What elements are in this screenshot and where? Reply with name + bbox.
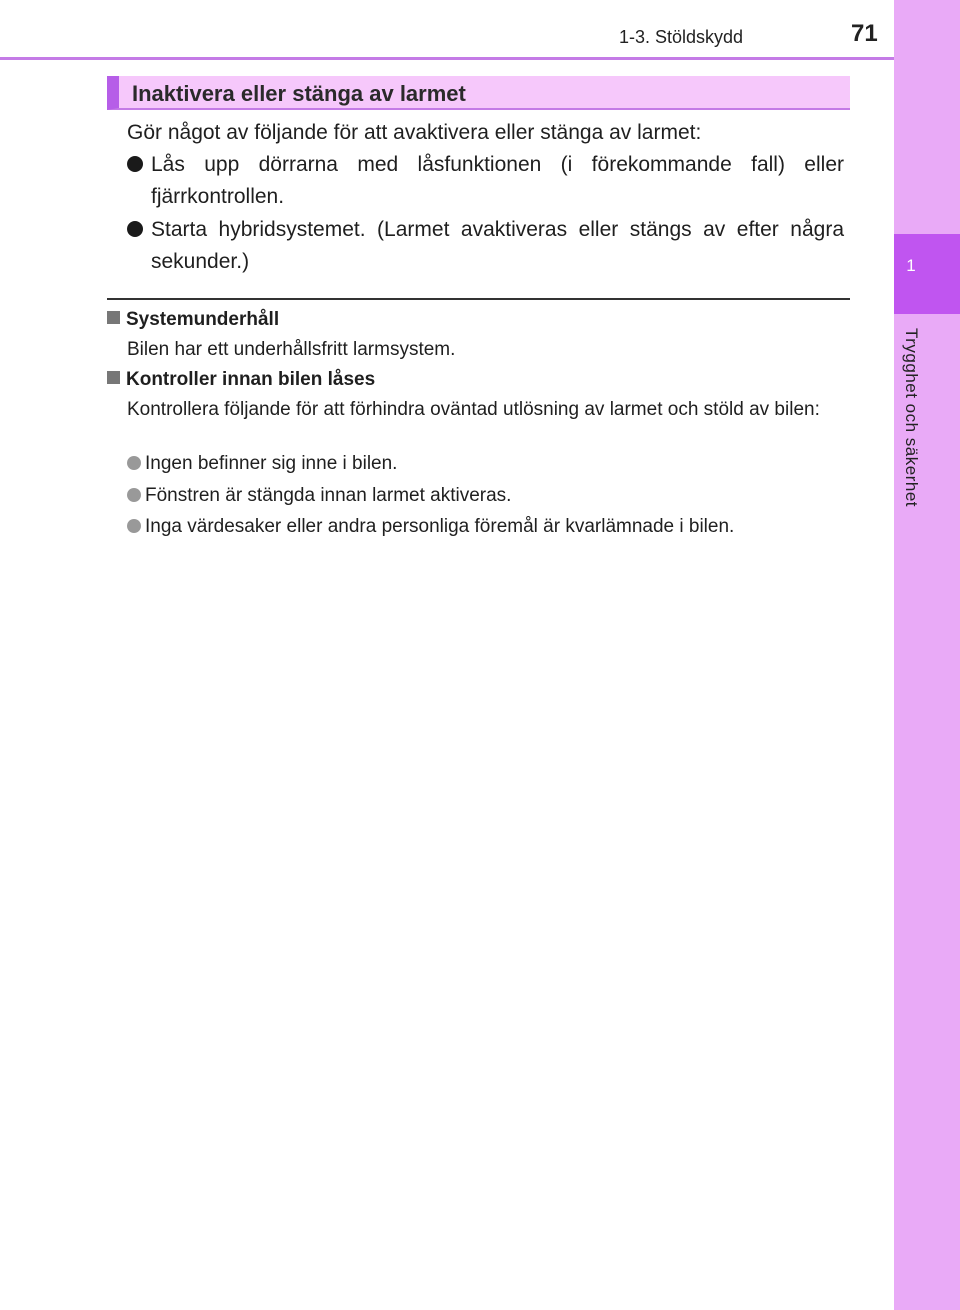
bullet-icon	[127, 221, 143, 237]
note-text: Kontrollera följande för att förhindra oväntad utlösning av larmet och stöld av bilen:	[127, 399, 820, 420]
square-bullet-icon	[107, 371, 120, 384]
check-item-text: Ingen befinner sig inne i bilen.	[145, 453, 398, 474]
page-number: 71	[851, 20, 878, 47]
instruction-text: Lås upp dörrarna med låsfunktionen (i förekommande fall) eller fjärrkontrollen.	[151, 153, 844, 208]
check-item	[127, 485, 511, 507]
instruction-bullet	[127, 149, 844, 213]
check-item-text: Fönstren är stängda innan larmet aktiveras.	[145, 485, 512, 506]
intro-text: Gör något av följande för att avaktivera eller stänga av larmet:	[127, 121, 702, 144]
chapter-number: 1	[906, 256, 916, 275]
instruction-text: Starta hybridsystemet. (Larmet avaktiveras eller stängs av efter några sekunder.)	[151, 218, 844, 273]
square-bullet-icon	[107, 311, 120, 324]
note-heading	[107, 369, 375, 391]
chapter-side-tab	[894, 0, 960, 1310]
bullet-icon	[127, 156, 143, 172]
note-text: Bilen har ett underhållsfritt larmsystem.	[127, 339, 456, 360]
section-divider	[107, 298, 850, 300]
check-item-text: Inga värdesaker eller andra personliga föremål är kvarlämnade i bilen.	[145, 516, 735, 537]
check-item	[127, 453, 397, 475]
check-item	[127, 516, 734, 538]
circle-bullet-icon	[127, 456, 141, 470]
section-heading: Inaktivera eller stänga av larmet	[132, 81, 466, 106]
header-rule	[0, 57, 894, 60]
chapter-label: Trygghet och säkerhet	[902, 328, 921, 508]
circle-bullet-icon	[127, 488, 141, 502]
section-heading-bar	[107, 76, 850, 110]
circle-bullet-icon	[127, 519, 141, 533]
running-section-title: 1-3. Stöldskydd	[619, 27, 744, 47]
instruction-bullet	[127, 214, 844, 278]
note-heading	[107, 309, 279, 331]
note-title: Kontroller innan bilen låses	[126, 369, 376, 390]
note-title: Systemunderhåll	[126, 309, 280, 330]
